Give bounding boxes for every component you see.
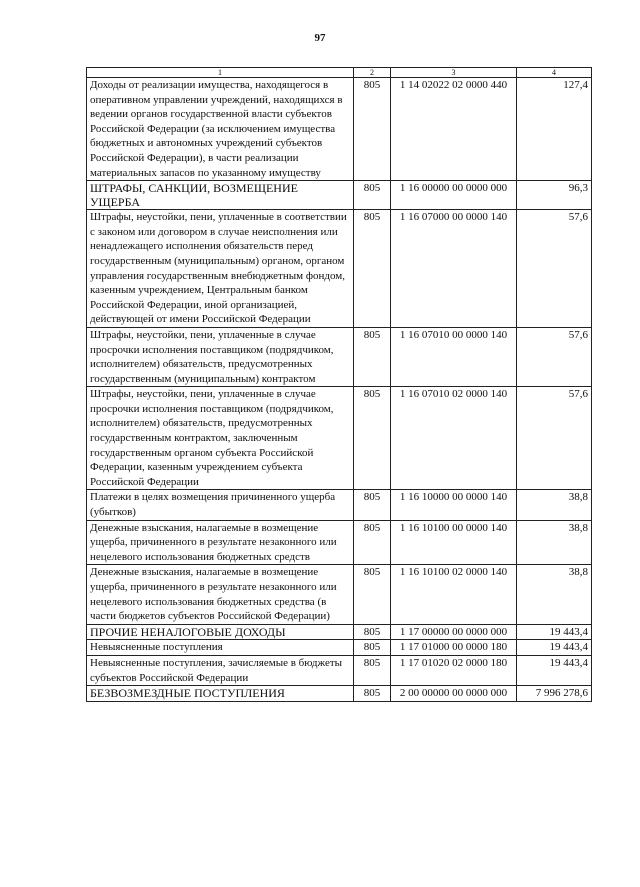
row-amount: 7 996 278,6	[517, 686, 592, 702]
row-budget-code: 1 16 10100 02 0000 140	[391, 565, 517, 624]
header-row	[87, 68, 592, 78]
row-admin-code: 805	[354, 520, 391, 565]
row-amount: 57,6	[517, 327, 592, 386]
row-name: Штрафы, неустойки, пени, уплаченные в случае просрочки исполнения поставщиком (подрядчиком, исполнителем) обязательств, предусмотренных государственным (муниципальным) контрактом	[87, 327, 354, 386]
table-body	[87, 78, 592, 702]
row-amount: 38,8	[517, 490, 592, 520]
row-admin-code: 805	[354, 78, 391, 181]
row-name: Штрафы, неустойки, пени, уплаченные в случае просрочки исполнения поставщиком (подрядчиком, исполнителем) обязательств, предусмотренных государственным контрактом, заключенным государственным органом субъекта Российской Федерации, казенным учреждением субъекта Российской Федерации	[87, 387, 354, 490]
row-name: Доходы от реализации имущества, находящегося в оперативном управлении учреждений, находящихся в ведении органов государственной власти субъектов Российской Федерации (за исключением имущества бюджетных и автономных учреждений субъектов Российской Федерации), в части реализации материальных запасов по указанному имуществу	[87, 78, 354, 181]
row-budget-code: 1 17 00000 00 0000 000	[391, 624, 517, 640]
row-budget-code: 1 16 07000 00 0000 140	[391, 210, 517, 328]
row-name: ПРОЧИЕ НЕНАЛОГОВЫЕ ДОХОДЫ	[87, 624, 354, 640]
row-amount: 19 443,4	[517, 640, 592, 656]
row-name: Денежные взыскания, налагаемые в возмещение ущерба, причиненного в результате незаконного или нецелевого использования бюджетных средства (в части бюджетов субъектов Российской Федерации)	[87, 565, 354, 624]
row-amount: 38,8	[517, 520, 592, 565]
row-amount: 19 443,4	[517, 624, 592, 640]
row-admin-code: 805	[354, 640, 391, 656]
table-row	[87, 327, 592, 386]
row-amount: 38,8	[517, 565, 592, 624]
table-row	[87, 181, 592, 210]
row-name: ШТРАФЫ, САНКЦИИ, ВОЗМЕЩЕНИЕ УЩЕРБА	[87, 181, 354, 210]
table-row	[87, 387, 592, 490]
row-budget-code: 1 17 01020 02 0000 180	[391, 655, 517, 685]
row-budget-code: 1 16 07010 02 0000 140	[391, 387, 517, 490]
row-amount: 57,6	[517, 387, 592, 490]
table-row	[87, 565, 592, 624]
row-budget-code: 1 17 01000 00 0000 180	[391, 640, 517, 656]
row-admin-code: 805	[354, 624, 391, 640]
table-row	[87, 78, 592, 181]
budget-table	[86, 67, 592, 702]
column-header-name: 1	[87, 68, 354, 78]
row-amount: 96,3	[517, 181, 592, 210]
row-name: Невыясненные поступления, зачисляемые в бюджеты субъектов Российской Федерации	[87, 655, 354, 685]
column-header-admin: 2	[354, 68, 391, 78]
row-name: Штрафы, неустойки, пени, уплаченные в соответствии с законом или договором в случае неисполнения или ненадлежащего исполнения обязательств перед государственным (муниципальным) органом, органом управления государственным внебюджетным фондом, казенным учреждением, Центральным банком Российской Федерации, иной организацией, действующей от имени Российской Федерации	[87, 210, 354, 328]
row-amount: 127,4	[517, 78, 592, 181]
row-admin-code: 805	[354, 210, 391, 328]
page-number: 97	[314, 32, 326, 44]
row-budget-code: 1 16 10100 00 0000 140	[391, 520, 517, 565]
row-name: Денежные взыскания, налагаемые в возмещение ущерба, причиненного в результате незаконного или нецелевого использования бюджетных средств	[87, 520, 354, 565]
row-budget-code: 1 16 00000 00 0000 000	[391, 181, 517, 210]
column-header-code: 3	[391, 68, 517, 78]
row-admin-code: 805	[354, 387, 391, 490]
table-row	[87, 624, 592, 640]
row-admin-code: 805	[354, 655, 391, 685]
row-budget-code: 2 00 00000 00 0000 000	[391, 686, 517, 702]
row-name: БЕЗВОЗМЕЗДНЫЕ ПОСТУПЛЕНИЯ	[87, 686, 354, 702]
row-amount: 57,6	[517, 210, 592, 328]
table-row	[87, 655, 592, 685]
table-row	[87, 210, 592, 328]
table-row	[87, 490, 592, 520]
column-header-amount: 4	[517, 68, 592, 78]
row-admin-code: 805	[354, 565, 391, 624]
row-admin-code: 805	[354, 181, 391, 210]
table-row	[87, 520, 592, 565]
table-row	[87, 640, 592, 656]
row-admin-code: 805	[354, 327, 391, 386]
row-name: Платежи в целях возмещения причиненного ущерба (убытков)	[87, 490, 354, 520]
row-name: Невыясненные поступления	[87, 640, 354, 656]
row-admin-code: 805	[354, 490, 391, 520]
row-budget-code: 1 16 10000 00 0000 140	[391, 490, 517, 520]
row-amount: 19 443,4	[517, 655, 592, 685]
row-budget-code: 1 14 02022 02 0000 440	[391, 78, 517, 181]
row-admin-code: 805	[354, 686, 391, 702]
row-budget-code: 1 16 07010 00 0000 140	[391, 327, 517, 386]
table-row	[87, 686, 592, 702]
